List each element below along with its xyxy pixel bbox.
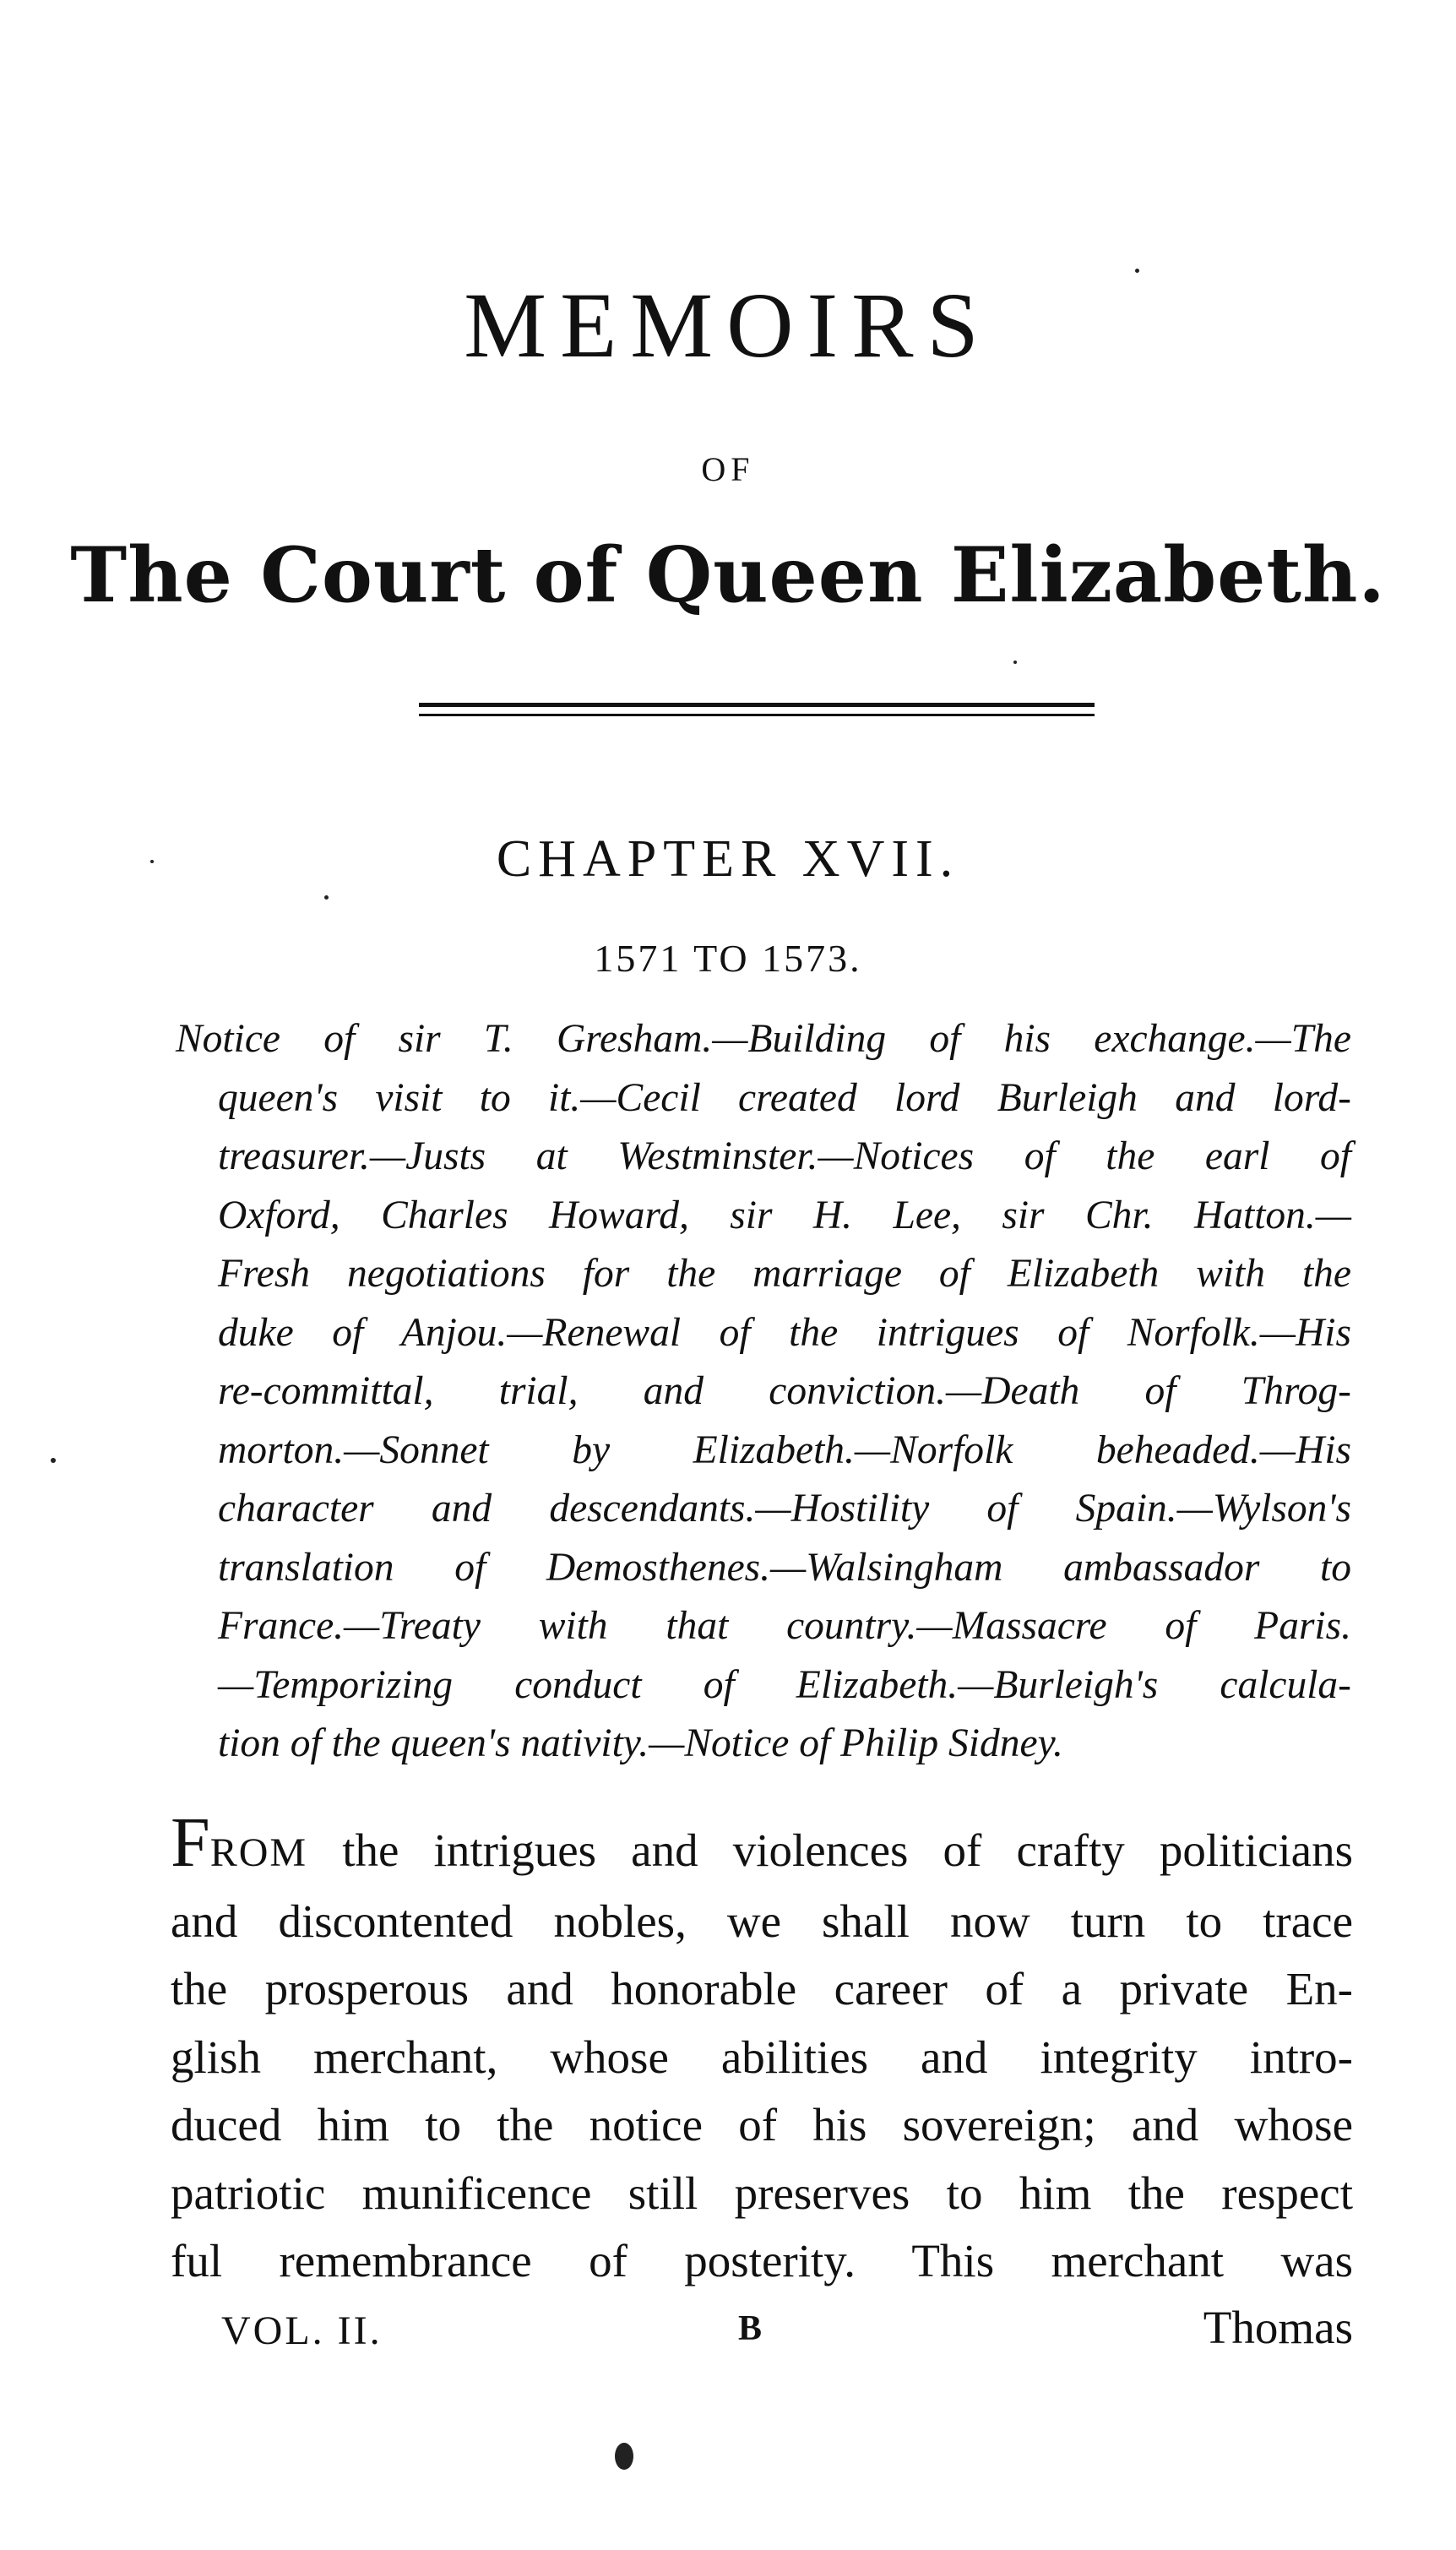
summary-line: —Temporizing conduct of Elizabeth.—Burleigh's calcula-: [218, 1662, 1351, 1707]
summary-line: queen's visit to it.—Cecil created lord Burleigh and lord-: [218, 1075, 1351, 1120]
ink-speck: [1013, 661, 1017, 664]
body-paragraph: [171, 1803, 1353, 2296]
opening-small-caps: ROM: [209, 1830, 308, 1875]
book-title: MEMOIRS: [464, 274, 992, 377]
ink-speck: [324, 895, 329, 900]
body-line: the prosperous and honorable career of a private En-: [171, 1963, 1353, 2014]
summary-line: character and descendants.—Hostility of Spain.—Wylson's: [218, 1487, 1351, 1531]
chapter-heading: CHAPTER XVII.: [496, 830, 960, 888]
body-line: and discontented nobles, we shall now turn to trace: [171, 1895, 1353, 1947]
summary-line: treasurer.—Justs at Westminster.—Notices of the earl of: [218, 1134, 1351, 1178]
body-line: ful remembrance of posterity. This merchant was: [171, 2235, 1353, 2286]
volume-label: VOL. II.: [221, 2308, 383, 2353]
summary-line: Fresh negotiations for the marriage of Elizabeth with the: [218, 1252, 1351, 1296]
ink-blot: [615, 2443, 633, 2470]
book-subtitle: The Court of Queen Elizabeth.: [70, 530, 1386, 620]
body-line: glish merchant, whose abilities and integrity intro-: [171, 2031, 1353, 2083]
catchword: Thomas: [1203, 2302, 1353, 2353]
summary-line: morton.—Sonnet by Elizabeth.—Norfolk beheaded.—His: [218, 1427, 1351, 1472]
summary-line: re-committal, trial, and conviction.—Death of Throg-: [218, 1369, 1351, 1413]
summary-line: Oxford, Charles Howard, sir H. Lee, sir Chr. Hatton.—: [218, 1193, 1351, 1237]
ink-speck: [51, 1458, 56, 1463]
chapter-years: 1571 TO 1573.: [594, 937, 862, 980]
page-footer: [221, 2304, 1353, 2372]
body-line: patriotic munificence still preserves to him the respect: [171, 2167, 1353, 2219]
summary-line: France.—Treaty with that country.—Massacre of Paris.: [218, 1604, 1351, 1648]
body-line-text: the intrigues and violences of crafty politicians: [307, 1824, 1353, 1876]
summary-line: duke of Anjou.—Renewal of the intrigues of Norfolk.—His: [218, 1310, 1351, 1355]
body-line: [171, 1803, 1353, 1888]
title-connector: OF: [701, 450, 755, 488]
ink-speck: [1135, 269, 1139, 273]
summary-line: tion of the queen's nativity.—Notice of Philip Sidney.: [218, 1721, 1063, 1765]
drop-cap: F: [171, 1803, 210, 1882]
summary-line: Notice of sir T. Gresham.—Building of his exchange.—The: [176, 1017, 1351, 1061]
chapter-summary: [176, 1010, 1351, 1774]
summary-line: translation of Demosthenes.—Walsingham ambassador to: [218, 1545, 1351, 1590]
signature-mark: B: [738, 2309, 763, 2348]
title-divider: [419, 703, 1095, 716]
body-line: duced him to the notice of his sovereign; and whose: [171, 2099, 1353, 2150]
